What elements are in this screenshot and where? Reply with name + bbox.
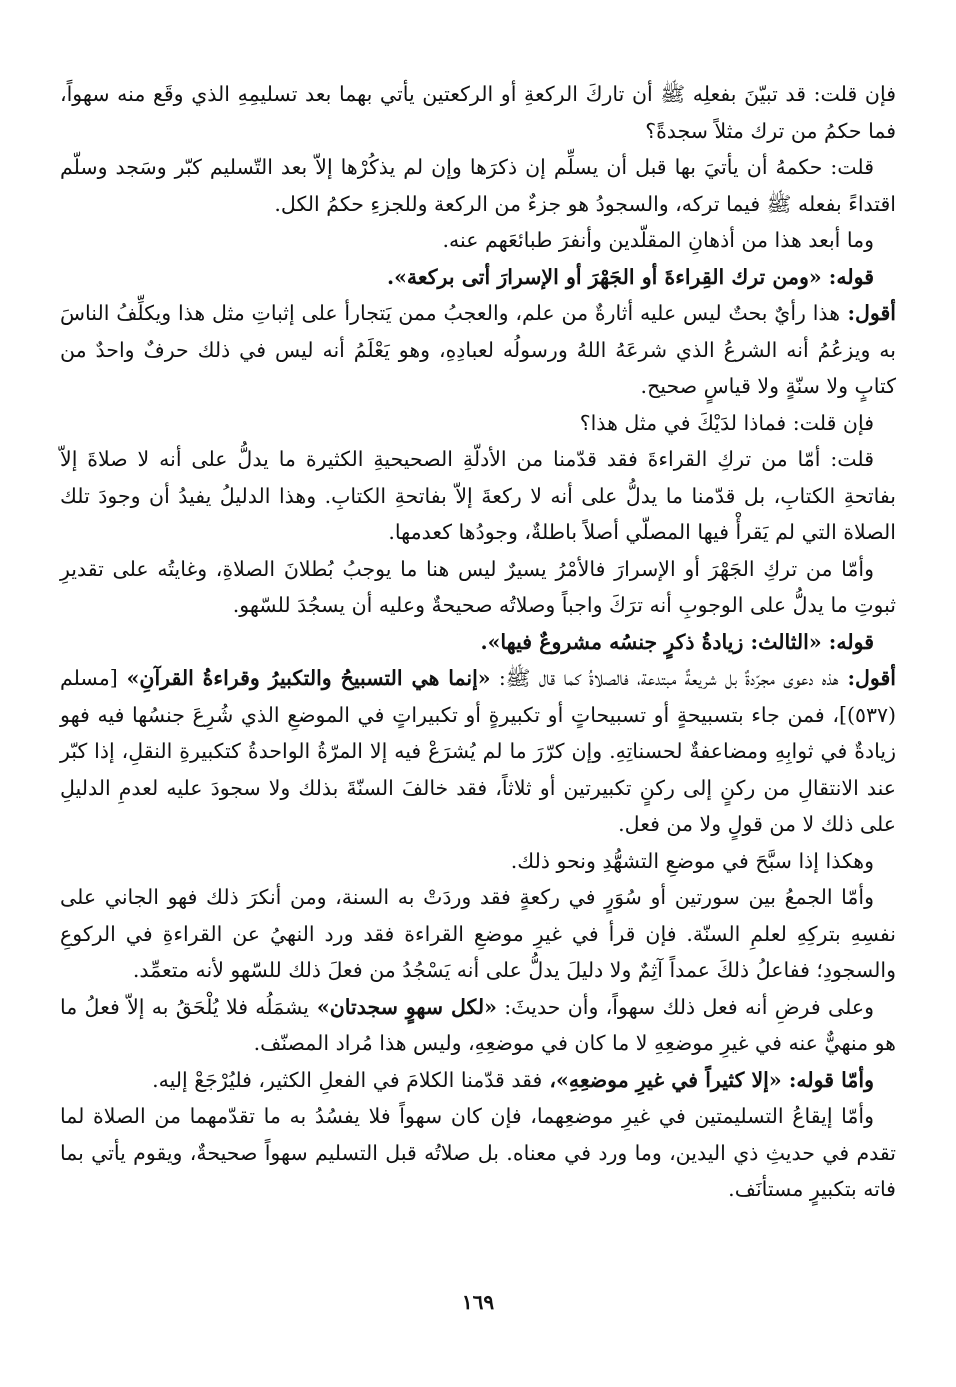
text-run: فقد قدّمنا الكلامَ في الفعلِ الكثير، فليُرْجَعْ إليه. xyxy=(152,1067,543,1092)
paragraph xyxy=(60,989,896,1062)
bold-text-run: أقول: xyxy=(840,301,896,325)
paragraph xyxy=(60,405,896,442)
text-run: قلت: أمّا من تركِ القراءةَ فقد قدّمنا من الأدلّةِ الصحيحيةِ الكثيرة ما يدلُّ على أنه لا صلاةَ إلاّ بفاتحةِ الكتابِ، بل قدّمنا ما يدلُّ على أنه لا ركعةَ إلاّ بفاتحةِ الكتابِ. وهذا الدليلُ يفيدُ أن وجودَ تلك الصلاة التي لم يَقرأْ فيها المصلّي أصلاً باطلةٌ، وجودُها كعدمها. xyxy=(60,447,896,544)
text-run: قلت: حكمهُ أن يأتيَ بها قبل أن يسلِّم إن ذكرَها وإن لم يذكُرْها إلاّ بعد التّسليم كبّر وسَجد وسلّم اقتداءً بفعله ﷺ فيما تركه، والسجودُ هو جزءٌ من الركعة وللجزءِ حكمُ الكل. xyxy=(60,155,896,216)
text-run: وأمّا الجمعُ بين سورتين أو سُوَرٍ في ركعةٍ فقد وردَتْ به السنة، ومن أنكرَ ذلك فهو الجاني على نفسِهِ بتركِهِ لعلمِ السنّة. فإن قرأ في غيرِ موضعِ القراءة فقد ورد النهيُ عن القراءةِ في الركوعِ والسجودِ؛ ففاعلُ ذلكَ عمداً آثِمٌ ولا دليلَ يدلُّ على أنه يَسْجُدُ من فعلَ ذلك للسّهو لأنه متعمِّد. xyxy=(60,885,896,982)
paragraph xyxy=(60,879,896,989)
bold-text-run: قوله: «ومن ترك القِراءةَ أو الجَهْرَ أو الإسرارَ أتى بركعة». xyxy=(386,264,874,289)
paragraph xyxy=(60,843,896,880)
paragraph xyxy=(60,1062,896,1099)
text-run: فإن قلت: فماذا لدَيْكَ في مثل هذا؟ xyxy=(579,410,874,435)
bold-text-run: وأمّا قوله: «إلا كثيراً في غيرِ موضعِهِ»، xyxy=(542,1067,874,1092)
page-number: ١٦٩ xyxy=(461,1290,495,1314)
paragraph xyxy=(60,624,896,661)
bold-text-run: أقول: xyxy=(838,666,897,690)
paragraph xyxy=(60,441,896,551)
paragraph xyxy=(60,1098,896,1208)
text-run: [مسلم (٥٣٧)]، فمن جاء بتسبيحةٍ أو تسبيحاتٍ أو تكبيرةٍ أو تكبيراتٍ في الموضعِ الذي شُرِعَ جنسُها فيه فهو زيادةٌ في ثوابِهِ ومضاعفةٌ لحسناتِهِ. وإن كرّرَ ما لم يُشرَعْ فيه إلا المرّةُ الواحدةُ كتكبيرةِ النقلِ، إذا كبّر عند الانتقالِ من ركنٍ إلى ركنٍ تكبيرتين أو ثلاثاً، فقد خالفَ السنّةَ بذلك ولا سجودَ عليه لعدمِ الدليلِ على ذلك لا من قولٍ ولا من فعل. xyxy=(60,666,896,836)
main-text xyxy=(60,76,896,1208)
text-run: هذه دعوى مجرّدةٌ بل شريعةٌ مبتدعة، فالصلاةُ كما قال ﷺ: xyxy=(490,666,839,690)
text-run: وهكذا إذا سبَّحَ في موضعِ التشهُّدِ ونحو ذلك. xyxy=(510,848,874,873)
paragraph xyxy=(60,295,896,405)
paragraph xyxy=(60,660,896,843)
paragraph xyxy=(60,259,896,296)
paragraph xyxy=(60,76,896,149)
paragraph xyxy=(60,222,896,259)
text-run: وما أبعد هذا من أذهانِ المقلّدين وأنفرَ طبائعَهم عنه. xyxy=(442,228,874,252)
text-run: وأمّا من تركِ الجَهْرَ أو الإسرارَ فالأمْرُ يسيرٌ ليس هنا ما يوجبُ بُطلانَ الصلاةِ، وغايتُه على تقديرِ ثبوتِ ما يدلُّ على الوجوبِ أنه ترَكَ واجباً وصلاتُه صحيحةٌ وعليه أن يسجُدَ للسّهو. xyxy=(60,556,896,617)
text-run: يشمَلُه فلا يُلْحَقُ به إلاّ فعلُ ما هو منهيٌّ عنه في غيرِ موضعِهِ لا ما كان في موضعِهِ، وليس هذا مُراد المصنّف. xyxy=(60,994,896,1055)
text-run: هذا رأيٌ بحتٌ ليس عليه أثارةٌ من علم، والعجبُ ممن يَتجارأ على إثباتِ مثل هذا ويكلِّفُ الناسَ به ويزعُمُ أنه الشرعُ الذي شرعَهُ اللهُ ورسولُه لعبادِهِ، وهو يَعْلَمُ أنه ليس في ذلك حرفٌ واحدٌ من كتابٍ ولا سنّةٍ ولا قياسٍ صحيح. xyxy=(60,301,896,398)
text-run: وأمّا إيقاعُ التسليمتين في غيرِ موضعِهما، فإن كان سهواً فلا يفسُدُ به ما تقدّمهما من الصلاة لما تقدم في حديثِ ذي اليدين، وما ورد في معناه. بل صلاتُه قبل التسليم سهواً صحيحةٌ، ويقوم يأتي بما فاته بتكبيرٍ مستأنَف. xyxy=(60,1104,896,1201)
paragraph xyxy=(60,149,896,222)
text-run: فإن قلت: قد تبيّنَ بفعلِه ﷺ أن تاركَ الركعةِ أو الركعتين يأتي بهما بعد تسليمِهِ الذي وقَع منه سهواً، فما حكمُ من ترك مثلاً سجدةً؟ xyxy=(60,82,896,143)
text-run: وعلى فرضِ أنه فعل ذلك سهواً، وأن حديثَ: xyxy=(496,994,874,1019)
bold-text-run: قوله: «الثالث: زيادةُ ذكرٍ جنسُه مشروعٌ فيها». xyxy=(480,629,874,654)
bold-text-run: «لكل سهوٍ سجدتان» xyxy=(308,994,497,1019)
bold-text-run: «إنما هي التسبيحُ والتكبيرُ وقراءةُ القرآنِ» xyxy=(117,666,491,690)
paragraph xyxy=(60,551,896,624)
